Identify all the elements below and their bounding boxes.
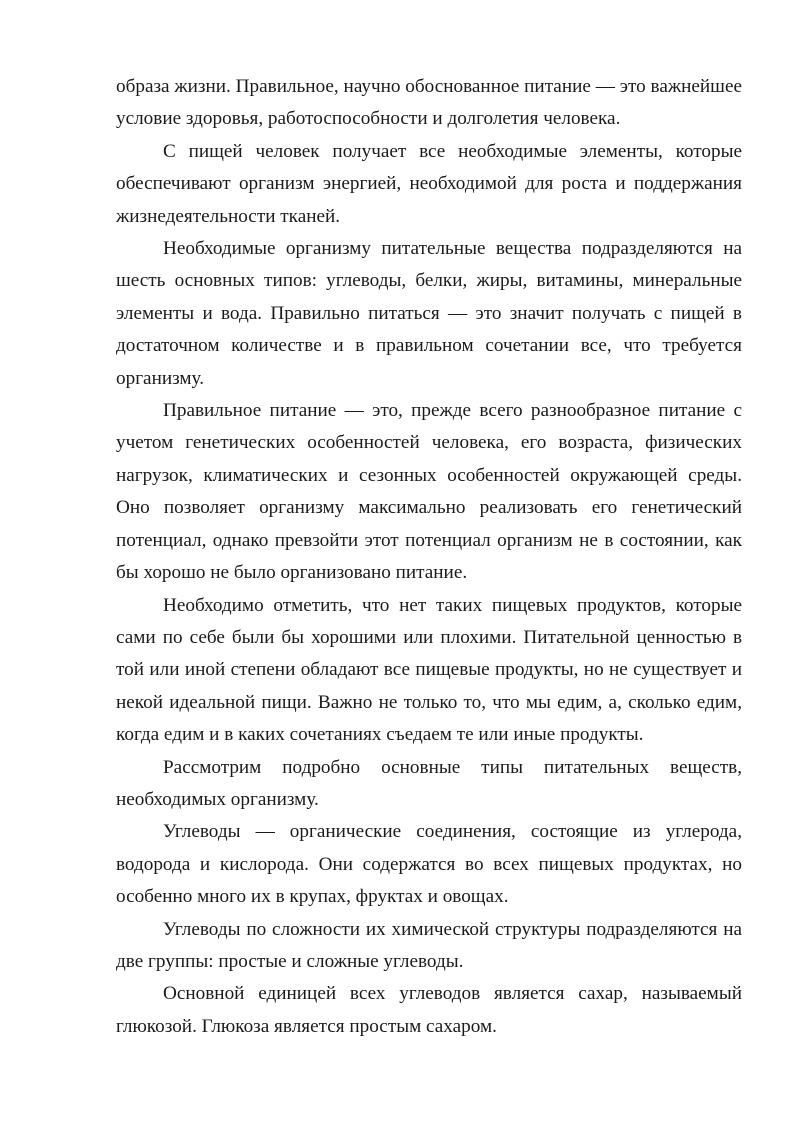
paragraph-continuation: образа жизни. Правильное, научно обоснованное питание — это важнейшее условие здоровья, работоспособности и долголетия человека. xyxy=(116,76,742,130)
paragraph-proper-nutrition: Правильное питание — это, прежде всего разнообразное питание с учетом генетических особенностей человека, его возраста, физических нагрузок, климатических и сезонных особенностей окружающей среды. Оно позволяет организму максимально реализовать его генетический потенциал, однако превзойти этот потенциал организм не в состоянии, как бы хорошо не было организовано питание. xyxy=(116,400,742,584)
paragraph-consider-nutrients: Рассмотрим подробно основные типы питательных веществ, необходимых организму. xyxy=(116,756,742,810)
paragraph-food-elements: С пищей человек получает все необходимые элементы, которые обеспечивают организм энергией, необходимой для роста и поддержания жизнедеятельности тканей. xyxy=(116,140,742,227)
paragraph-no-good-bad-food: Необходимо отметить, что нет таких пищевых продуктов, которые сами по себе были бы хорошими или плохими. Питательной ценностью в той или иной степени обладают все пищевые продукты, но не существует и некой идеальной пищи. Важно не только то, что мы едим, а, сколько едим, когда едим и в каких сочетаниях съедаем те или иные продукты. xyxy=(116,594,742,746)
paragraph-carbohydrates-groups: Углеводы по сложности их химической структуры подразделяются на две группы: простые и сложные углеводы. xyxy=(116,918,742,972)
paragraph-nutrient-types: Необходимые организму питательные вещества подразделяются на шесть основных типов: углеводы, белки, жиры, витамины, минеральные элементы и вода. Правильно питаться — это значит получать с пищей в достаточном количестве и в правильном сочетании все, что требуется организму. xyxy=(116,238,742,389)
document-body xyxy=(116,71,742,1043)
paragraph-glucose: Основной единицей всех углеводов является сахар, называемый глюкозой. Глюкоза является простым сахаром. xyxy=(116,983,742,1037)
paragraph-carbohydrates-definition: Углеводы — органические соединения, состоящие из углерода, водорода и кислорода. Они содержатся во всех пищевых продуктах, но особенно много их в крупах, фруктах и овощах. xyxy=(116,821,742,908)
